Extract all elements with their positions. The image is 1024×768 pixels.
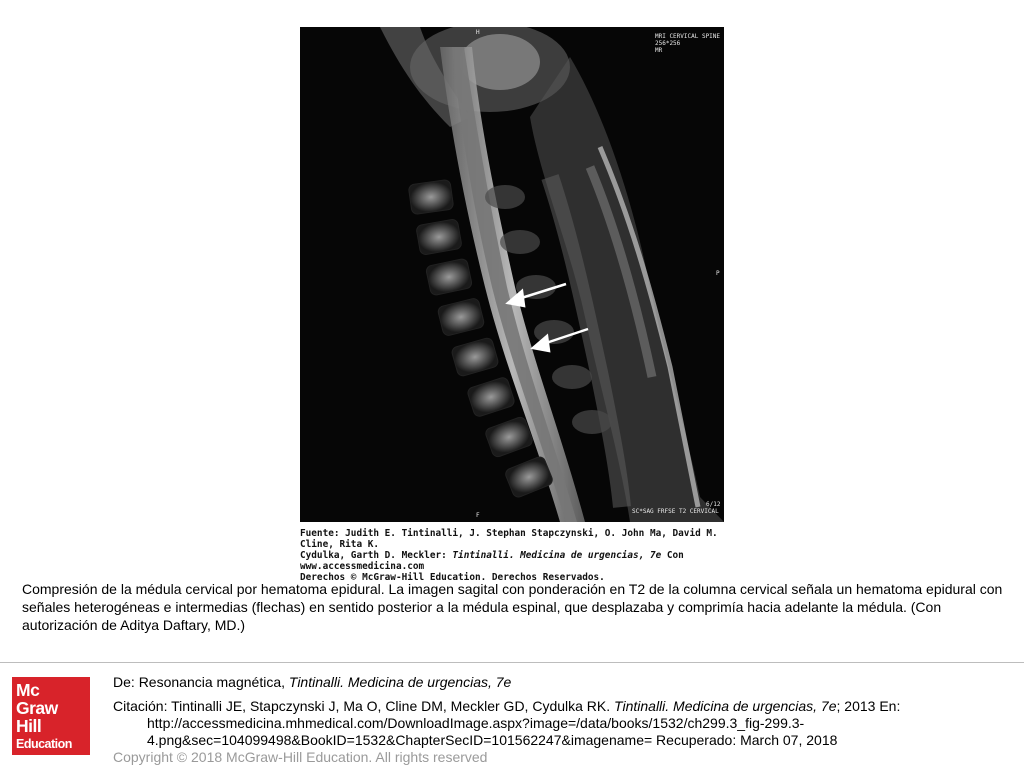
- logo-line4: Education: [16, 737, 72, 751]
- citation-line: [113, 698, 1013, 715]
- mri-side-marker: P: [716, 270, 720, 277]
- citation-title: Tintinalli. Medicina de urgencias, 7e: [614, 698, 837, 714]
- source-line2: [300, 550, 724, 572]
- source-line1: Fuente: Judith E. Tintinalli, J. Stephan Stapczynski, O. John Ma, David M. Cline, Rita K.: [300, 528, 718, 550]
- mri-footer-line1: 6/12: [706, 501, 721, 508]
- mri-figure: [300, 27, 724, 522]
- citation-url-line1: http://accessmedicina.mhmedical.com/DownloadImage.aspx?image=/data/books/1532/ch299.3_fig-299.3-: [147, 715, 805, 731]
- mri-header-line3: MR: [655, 47, 663, 54]
- logo-line2: Graw: [16, 698, 58, 718]
- citation-block: [113, 674, 1013, 766]
- mri-top-marker: H: [476, 29, 480, 36]
- mri-header: [655, 33, 720, 54]
- figure-caption: Compresión de la médula cervical por hematoma epidural. La imagen sagital con ponderación en T2 de la columna cervical señala un hematoma epidural con señales heterogéneas e intermedias (flechas) en sentido posterior a la médula espinal, que desplazaba y comprimía hacia adelante la médula. (Con autorización de Aditya Daftary, MD.): [22, 581, 1003, 633]
- from-text: Resonancia magnética,: [138, 674, 289, 690]
- mcgraw-hill-logo: [12, 677, 90, 755]
- mri-bottom-marker: F: [476, 512, 480, 519]
- citation-authors: Tintinalli JE, Stapczynski J, Ma O, Cline DM, Meckler GD, Cydulka RK.: [171, 698, 615, 714]
- mri-footer-line2: SC*SAG FRFSE T2 CERVICAL: [632, 508, 719, 515]
- citation-url-line2: 4.png&sec=104099498&BookID=1532&ChapterSecID=101562247&imagename= Recuperado: March 07, 2018: [147, 732, 838, 748]
- mri-image: [300, 27, 724, 522]
- copyright-notice: Copyright © 2018 McGraw-Hill Education. All rights reserved: [113, 749, 488, 765]
- figure-source-credit: [300, 528, 724, 583]
- mri-header-line1: MRI CERVICAL SPINE: [655, 33, 721, 40]
- source-line3: Derechos © McGraw-Hill Education. Derechos Reservados.: [300, 572, 605, 583]
- source-line2-suffix: Con www.accessmedicina.com: [300, 550, 684, 572]
- mri-footer: [632, 501, 720, 515]
- from-title: Tintinalli. Medicina de urgencias, 7e: [288, 674, 512, 690]
- mri-header-line2: 256*256: [655, 40, 681, 47]
- logo-line1: Mc: [16, 680, 40, 700]
- source-line2-prefix: Cydulka, Garth D. Meckler:: [300, 550, 453, 561]
- citation-label: Citación:: [113, 698, 172, 714]
- from-label: De:: [113, 674, 139, 690]
- divider: [0, 662, 1024, 663]
- citation-suffix: ; 2013 En:: [836, 698, 901, 714]
- from-line: [113, 674, 1013, 691]
- logo-line3: Hill: [16, 716, 42, 736]
- source-line2-title: Tintinalli. Medicina de urgencias, 7e: [452, 550, 662, 561]
